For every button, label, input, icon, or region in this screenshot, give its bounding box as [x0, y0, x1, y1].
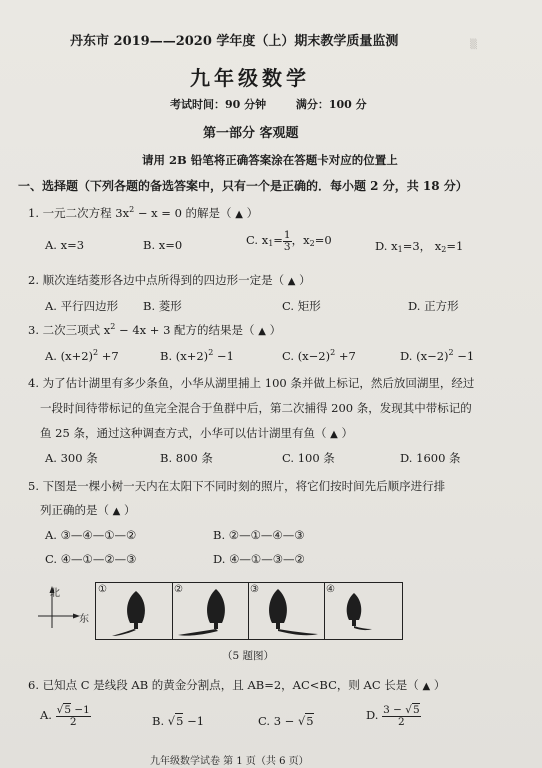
q3-option-d — [400, 348, 474, 363]
q6-option-c — [258, 714, 314, 728]
q5-line2-text: 列正确的是（ — [40, 503, 109, 517]
q1-sup: 2 — [129, 205, 135, 214]
q3-c-post: +7 — [335, 349, 356, 363]
q3-suffix: − 4x + 3 配方的结果是（ — [115, 323, 255, 337]
q6-a-label: A. — [40, 708, 52, 722]
q4-option-c: C. 100 条 — [282, 451, 335, 465]
q3-close: ） — [269, 323, 282, 337]
q1-option-a: A. x=3 — [45, 238, 85, 252]
section-heading: 一、选择题（下列各题的备选答案中，只有一个是正确的．每小题 2 分，共 18 分） — [18, 179, 468, 193]
tree-photo-3 — [248, 583, 325, 639]
q3-b-post: −1 — [213, 349, 234, 363]
q4-option-a: A. 300 条 — [45, 451, 98, 465]
photo-number-2: ② — [174, 584, 183, 595]
question-2-stem — [28, 272, 311, 288]
bleed-through-texture: ▒ — [470, 40, 477, 50]
q2-option-c: C. 矩形 — [282, 299, 321, 313]
q1-d-pre: D. x — [375, 239, 398, 253]
question-5-line-2 — [40, 502, 136, 518]
radicand: 5 — [64, 704, 72, 716]
q3-d-pre: D. (x−2) — [400, 349, 449, 363]
answer-blank-mark: ▲ — [287, 276, 296, 287]
q3-d-sup: 2 — [448, 348, 454, 357]
compass-north-label: 北 — [50, 588, 60, 599]
question-4-line-1: 4. 为了估计湖里有多少条鱼，小华从湖里捕上 100 条并做上标记，然后放回湖里，经过 — [28, 376, 475, 390]
q2-option-a: A. 平行四边形 — [45, 299, 119, 313]
question-5-line-1: 5. 下图是一棵小树一天内在太阳下不同时刻的照片，将它们按时间先后顺序进行排 — [28, 479, 446, 493]
q1-option-c — [246, 230, 332, 252]
q6-d-num-pre: 3 − √ — [383, 704, 412, 716]
q1-d-sub1: 1 — [397, 245, 403, 254]
sqrt-sign: √ — [56, 704, 64, 716]
q1-c-eq: = — [273, 233, 283, 247]
tree-with-shadow-icon — [172, 583, 248, 639]
sqrt-sign: √ — [167, 714, 176, 728]
exam-header: 丹东市 2019——2020 学年度（上）期末教学质量监测 — [70, 34, 399, 49]
part-title: 第一部分 客观题 — [203, 126, 299, 141]
q1-suffix: − x = 0 的解是（ — [134, 206, 232, 220]
q4-option-d: D. 1600 条 — [400, 451, 461, 465]
exam-time: 考试时间：90 分钟 — [170, 98, 267, 111]
q5-option-d: D. ④—①—③—② — [213, 552, 305, 566]
figure-caption: （5 题图） — [222, 650, 275, 662]
q1-c-end: =0 — [314, 233, 332, 247]
q5-option-a: A. ③—④—①—② — [45, 528, 137, 542]
compass-east-label: 东 — [79, 614, 89, 625]
q6-b-label: B. — [152, 714, 165, 728]
q3-b-sup: 2 — [208, 348, 214, 357]
q6-d-label: D. — [366, 708, 379, 722]
q3-b-pre: B. (x+2) — [160, 349, 209, 363]
tree-with-shadow-icon — [248, 583, 324, 639]
q1-c-sub1: 1 — [268, 239, 274, 248]
q6-a-num-post: −1 — [71, 704, 90, 716]
q4-close: ） — [341, 426, 353, 440]
page-footer: 九年级数学试卷 第 1 页（共 6 页） — [150, 756, 309, 767]
tree-with-shadow-icon — [324, 583, 400, 639]
answer-blank-mark: ▲ — [330, 429, 338, 440]
q1-d-end: =1 — [446, 239, 464, 253]
radicand: 5 — [412, 704, 420, 716]
q3-d-post: −1 — [453, 349, 475, 363]
q2-stem-text: 2. 顺次连结菱形各边中点所得到的四边形一定是（ — [28, 273, 285, 287]
q1-close: ） — [246, 206, 259, 220]
q2-close: ） — [299, 273, 311, 287]
q3-option-c — [282, 348, 356, 363]
page-title: 九年级数学 — [190, 66, 310, 90]
full-score: 满分：100 分 — [295, 98, 367, 111]
q6-a-denominator: 2 — [69, 715, 77, 728]
q6-stem-text: 6. 已知点 C 是线段 AB 的黄金分割点，且 AB=2，AC<BC，则 AC 长是（ — [28, 678, 419, 692]
exam-info — [170, 96, 367, 112]
tree-photo-strip — [95, 582, 403, 640]
q6-option-a — [40, 705, 91, 727]
q3-a-post: +7 — [98, 349, 119, 363]
instruction: 请用 2B 铅笔将正确答案涂在答题卡对应的位置上 — [142, 153, 398, 167]
q1-c-num: 1 — [283, 229, 291, 241]
q3-prefix: 3. 二次三项式 x — [28, 323, 111, 337]
radicand: 5 — [306, 714, 314, 728]
tree-photo-2 — [172, 583, 249, 639]
q6-b-post: −1 — [183, 714, 205, 728]
answer-blank-mark: ▲ — [422, 681, 431, 692]
q2-option-b: B. 菱形 — [143, 299, 182, 313]
q1-prefix: 1. 一元二次方程 3x — [28, 206, 130, 220]
q3-a-sup: 2 — [93, 348, 99, 357]
q6-option-d — [366, 705, 421, 727]
question-3-stem — [28, 322, 281, 338]
q3-sup: 2 — [110, 322, 116, 331]
q3-c-pre: C. (x−2) — [282, 349, 331, 363]
q1-c-fraction — [283, 230, 292, 252]
answer-blank-mark: ▲ — [258, 326, 266, 337]
q6-a-numerator — [56, 705, 91, 717]
photo-number-3: ③ — [250, 584, 259, 595]
tree-photo-4 — [324, 583, 400, 639]
q1-option-b: B. x=0 — [143, 238, 183, 252]
question-4-line-3 — [40, 425, 353, 441]
answer-blank-mark: ▲ — [112, 506, 121, 517]
q6-d-numerator — [382, 705, 421, 717]
radicand: 5 — [176, 714, 184, 728]
q6-d-denominator: 2 — [398, 715, 405, 728]
q5-close: ） — [124, 503, 136, 517]
q6-option-b — [152, 714, 204, 728]
q1-c-sub2: 2 — [309, 239, 315, 248]
question-6-stem — [28, 677, 445, 693]
q6-c-pre: 3 − √ — [273, 714, 306, 728]
q6-d-fraction — [382, 705, 421, 727]
question-4-line-2: 一段时间待带标记的鱼完全混合于鱼群中后，第二次捕得 200 条，发现其中带标记的 — [40, 401, 472, 415]
photo-number-1: ① — [98, 584, 107, 595]
q1-c-den: 3 — [283, 240, 291, 253]
q1-c-pre: C. x — [246, 233, 269, 247]
photo-number-4: ④ — [326, 584, 335, 595]
q4-option-b: B. 800 条 — [160, 451, 213, 465]
q3-a-pre: A. (x+2) — [45, 349, 94, 363]
q5-option-b: B. ②—①—④—③ — [213, 528, 305, 542]
answer-blank-mark: ▲ — [235, 209, 243, 220]
q3-option-b — [160, 348, 234, 363]
q6-a-fraction — [56, 705, 91, 727]
q1-c-mid: ，x — [291, 233, 310, 247]
q5-option-c: C. ④—①—②—③ — [45, 552, 137, 566]
q3-option-a — [45, 348, 119, 363]
q1-option-d — [375, 238, 463, 254]
q6-close: ） — [433, 678, 446, 692]
q3-c-sup: 2 — [330, 348, 336, 357]
tree-photo-1 — [96, 583, 173, 639]
q6-c-label: C. — [258, 714, 271, 728]
tree-with-shadow-icon — [96, 583, 172, 639]
q1-d-sub2: 2 — [441, 245, 447, 254]
q1-d-mid: =3， x — [402, 239, 442, 253]
question-1-stem — [28, 205, 258, 221]
q2-option-d: D. 正方形 — [408, 299, 459, 313]
q4-line3-text: 鱼 25 条，通过这种调查方式，小华可以估计湖里有鱼（ — [40, 426, 327, 440]
